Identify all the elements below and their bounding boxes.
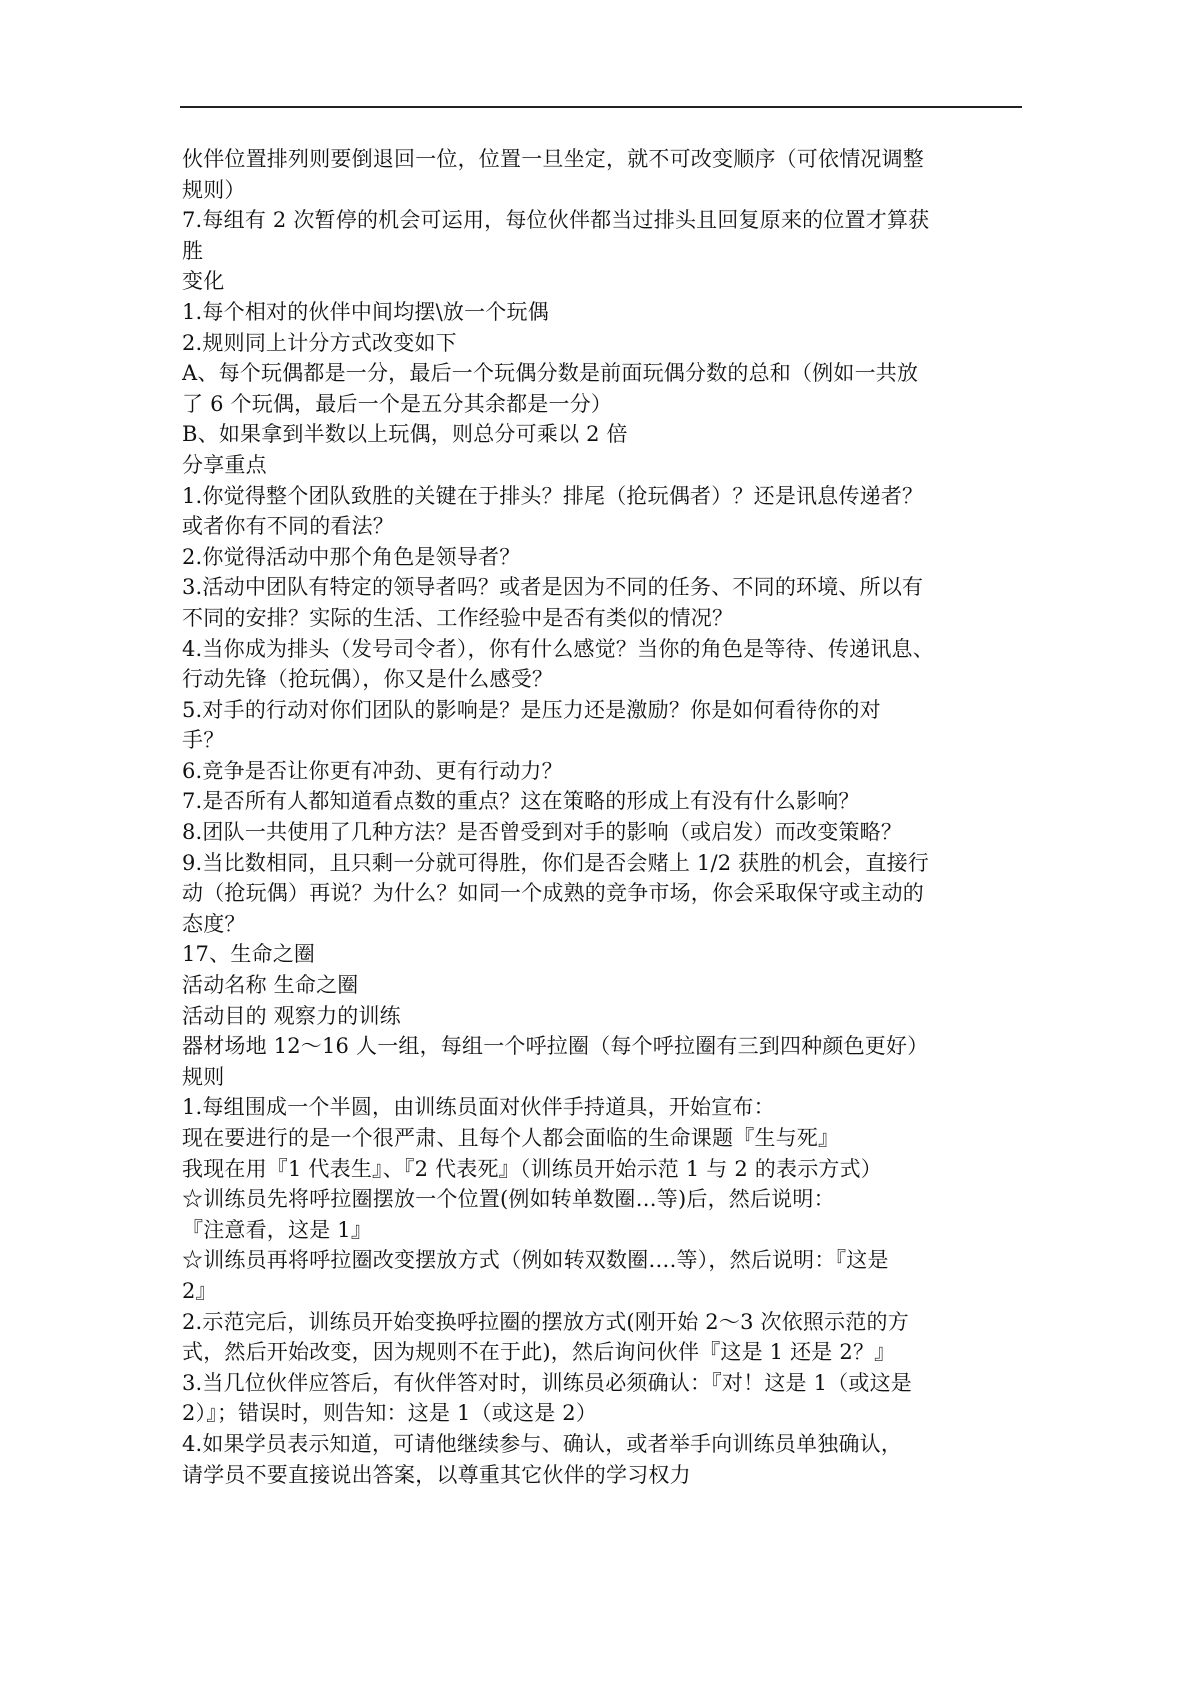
text-line: 规则 (182, 1064, 225, 1089)
text-line: 规则） (182, 177, 246, 202)
text-line: 7.每组有 2 次暂停的机会可运用，每位伙伴都当过排头且回复原来的位置才算获 (182, 208, 930, 233)
text-line: 了 6 个玩偶，最后一个是五分其余都是一分） (182, 391, 613, 416)
text-line: 行动先锋（抢玩偶），你又是什么感受？ (182, 667, 554, 692)
text-line: 5.对手的行动对你们团队的影响是？是压力还是激励？你是如何看待你的对 (182, 697, 881, 722)
text-line: 9.当比数相同，且只剩一分就可得胜，你们是否会赌上 1/2 获胜的机会，直接行 (182, 850, 929, 875)
text-line: 活动目的 观察力的训练 (182, 1003, 401, 1028)
text-line: 3.当几位伙伴应答后，有伙伴答对时，训练员必须确认：『对！这是 1（或这是 (182, 1370, 912, 1395)
text-line: 2）』；错误时，则告知：这是 1（或这是 2） (182, 1401, 598, 1426)
text-line: 器材场地 12～16 人一组，每组一个呼拉圈（每个呼拉圈有三到四种颜色更好） (182, 1034, 929, 1059)
text-line: 伙伴位置排列则要倒退回一位，位置一旦坐定，就不可改变顺序（可依情况调整 (182, 147, 924, 171)
text-line: 2.规则同上计分方式改变如下 (182, 330, 457, 355)
text-line: 1.你觉得整个团队致胜的关键在于排头？排尾（抢玩偶者）？还是讯息传递者？ (182, 483, 924, 508)
text-line: 3.活动中团队有特定的领导者吗？或者是因为不同的任务、不同的环境、所以有 (182, 575, 924, 600)
text-line: 不同的安排？实际的生活、工作经验中是否有类似的情况？ (182, 605, 734, 630)
text-line: 活动名称 生命之圈 (182, 973, 359, 998)
text-line: 4.如果学员表示知道，可请他继续参与、确认，或者举手向训练员单独确认， (182, 1431, 903, 1456)
text-line: B、如果拿到半数以上玩偶，则总分可乘以 2 倍 (182, 422, 628, 447)
text-line: 7.是否所有人都知道看点数的重点？这在策略的形成上有没有什么影响？ (182, 789, 860, 814)
text-line: 6.竞争是否让你更有冲劲、更有行动力？ (182, 758, 563, 783)
text-line: 动（抢玩偶）再说？为什么？如同一个成熟的竞争市场，你会采取保守或主动的 (182, 881, 924, 906)
text-line: 17、生命之圈 (182, 942, 316, 967)
text-line: 1.每组围成一个半圆，由训练员面对伙伴手持道具，开始宣布： (182, 1095, 775, 1120)
text-line: 1.每个相对的伙伴中间均摆\放一个玩偶 (182, 299, 549, 324)
text-line: 胜 (182, 238, 204, 263)
text-line: 2』 (182, 1278, 217, 1303)
text-line: 2.你觉得活动中那个角色是领导者？ (182, 544, 521, 569)
text-line: 变化 (182, 269, 225, 294)
text-line: 请学员不要直接说出答案，以尊重其它伙伴的学习权力 (182, 1462, 691, 1487)
text-line: 或者你有不同的看法？ (182, 514, 394, 539)
text-line: 8.团队一共使用了几种方法？是否曾受到对手的影响（或启发）而改变策略？ (182, 820, 903, 845)
text-line: 4.当你成为排头（发号司令者），你有什么感觉？当你的角色是等待、传递讯息、 (182, 636, 934, 661)
text-line: ☆训练员先将呼拉圈摆放一个位置(例如转单数圈…等)后，然后说明： (182, 1187, 835, 1212)
text-line: ☆训练员再将呼拉圈改变摆放方式（例如转双数圈….等），然后说明：『这是 (182, 1248, 889, 1273)
text-line: 我现在用『1 代表生』、『2 代表死』（训练员开始示范 1 与 2 的表示方式） (182, 1156, 882, 1181)
text-line: 现在要进行的是一个很严肃、且每个人都会面临的生命课题『生与死』 (182, 1126, 840, 1150)
text-line: 分享重点 (182, 452, 267, 477)
document-body (182, 144, 1022, 1490)
text-line: 2.示范完后，训练员开始变换呼拉圈的摆放方式(刚开始 2～3 次依照示范的方 (182, 1309, 909, 1334)
text-line: 态度？ (182, 911, 246, 936)
text-line: 手？ (182, 728, 225, 753)
text-line: 『注意看，这是 1』 (182, 1217, 373, 1242)
header-rule (180, 106, 1022, 108)
text-line: A、每个玩偶都是一分，最后一个玩偶分数是前面玩偶分数的总和（例如一共放 (182, 361, 919, 386)
text-line: 式，然后开始改变，因为规则不在于此)，然后询问伙伴『这是 1 还是 2？』 (182, 1340, 896, 1365)
